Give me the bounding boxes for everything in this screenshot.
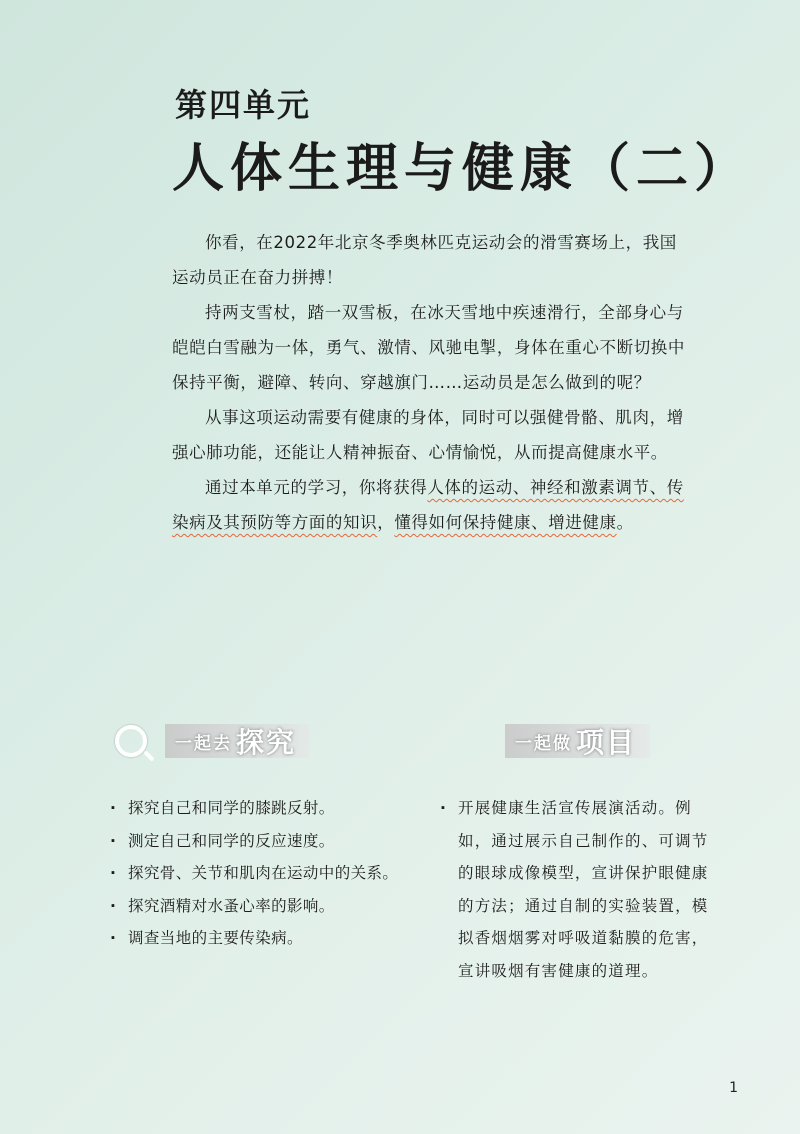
intro-paragraph-1: 你看，在2022年北京冬季奥林匹克运动会的滑雪赛场上，我国运动员正在奋力拼搏！ [172, 233, 677, 287]
intro-paragraph-3: 从事这项运动需要有健康的身体，同时可以强健骨骼、肌肉，增强心肺功能，还能让人精神振奋、心情愉悦，从而提高健康水平。 [172, 408, 684, 462]
intro-paragraph-2: 持两支雪杖，踏一双雪板，在冰天雪地中疾速滑行，全部身心与皑皑白雪融为一体，勇气、激情、风驰电掣，身体在重心不断切换中保持平衡，避障、转向、穿越旗门……运动员是怎么做到的呢？ [172, 303, 685, 392]
project-heading-title: 项目 [576, 726, 637, 759]
explore-item-2: · 测定自己和同学的反应速度。 [110, 825, 410, 858]
intro-paragraph-4 [172, 470, 692, 540]
project-heading [505, 720, 650, 762]
explore-heading [115, 720, 310, 762]
intro-p4-part-a: 通过本单元的学习，你将获得 [205, 478, 428, 497]
explore-item-4: · 探究酒精对水蚤心率的影响。 [110, 890, 410, 923]
intro-text [172, 225, 692, 540]
intro-p4-highlight-2: 懂得如何保持健康、增进健康 [394, 513, 617, 532]
unit-label: 第四单元 [175, 86, 312, 124]
project-heading-bar [505, 724, 650, 758]
intro-p4-highlight-1: 人体的运动、神经和激素调节、传染病及其预防等方面的知识 [172, 478, 684, 532]
explore-heading-title: 探究 [236, 726, 297, 759]
unit-title: 人体生理与健康（二） [172, 139, 753, 199]
explore-item-1: · 探究自己和同学的膝跳反射。 [110, 792, 410, 825]
explore-item-3: · 探究骨、关节和肌肉在运动中的关系。 [110, 857, 410, 890]
intro-p4-part-b: ， [377, 513, 395, 532]
intro-p4-part-c: 。 [616, 513, 634, 532]
explore-heading-prefix: 一起去 [175, 733, 232, 754]
project-item-1: · 开展健康生活宣传展演活动。例如，通过展示自己制作的、可调节的眼球成像模型，宣讲保护眼健康的方法；通过自制的实验装置，模拟香烟烟雾对呼吸道黏膜的危害，宣讲吸烟有害健康的道理。 [440, 792, 720, 987]
explore-item-5: · 调查当地的主要传染病。 [110, 922, 410, 955]
search-icon [115, 725, 147, 757]
explore-list [110, 792, 410, 955]
page-number: 1 [729, 1080, 738, 1096]
project-list [440, 792, 720, 987]
explore-heading-bar [165, 724, 310, 758]
project-heading-prefix: 一起做 [515, 733, 572, 754]
